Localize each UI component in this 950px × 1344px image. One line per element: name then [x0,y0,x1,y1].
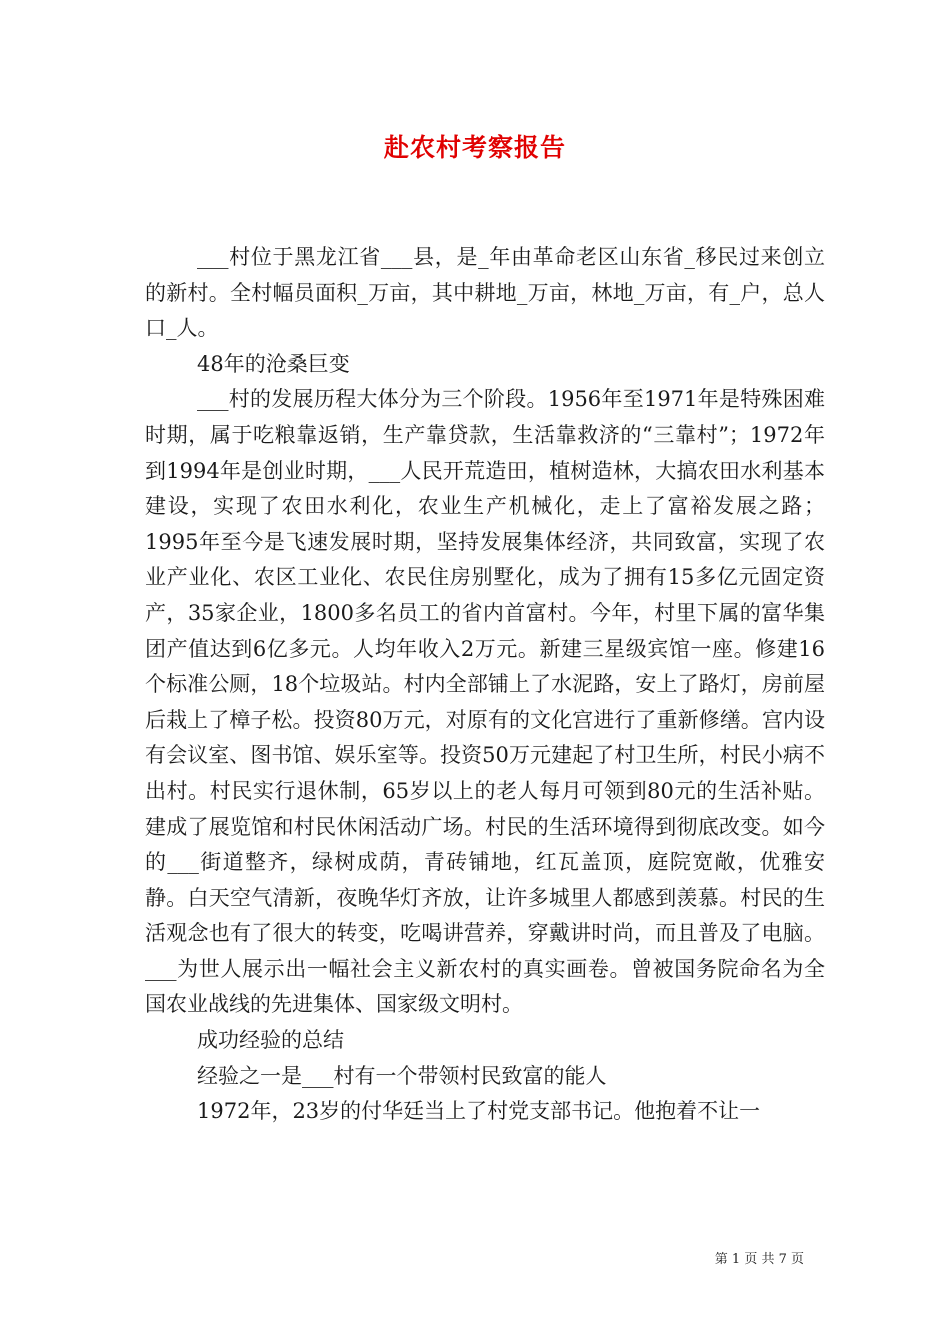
document-title: 赴农村考察报告 [383,133,566,162]
subheading-experience-one: 经验之一是___村有一个带领村民致富的能人 [197,1063,607,1088]
paragraph-leader: 1972年，23岁的付华廷当上了村党支部书记。他抱着不让一 [197,1099,761,1124]
section-heading-changes: 48年的沧桑巨变 [197,351,350,376]
paragraph-development: ___村的发展历程大体分为三个阶段。1956年至1971年是特殊困难时期，属于吃粮靠返销，生产靠贷款，生活靠救济的“三靠村”；1972年到1994年是创业时期，___人民开荒造田，植树造林，大搞农田水利基本建设，实现了农田水利化，农业生产机械化，走上了富裕发展之路；1995年至今是飞速发展时期，坚持发展集体经济，共同致富，实现了农业产业化、农区工业化、农民住房别墅化，成为了拥有15多亿元固定资产，35家企业，1800多名员工的省内首富村。今年，村里下属的富华集团产值达到6亿多元。人均年收入2万元。新建三星级宾馆一座。修建16个标准公厕，18个垃圾站。村内全部铺上了水泥路，安上了路灯，房前屋后栽上了樟子松。投资80万元，对原有的文化宫进行了重新修缮。宫内设有会议室、图书馆、娱乐室等。投资50万元建起了村卫生所，村民小病不出村。村民实行退休制，65岁以上的老人每月可领到80元的生活补贴。建成了展览馆和村民休闲活动广场。村民的生活环境得到彻底改变。如今的___街道整齐，绿树成荫，青砖铺地，红瓦盖顶，庭院宽敞，优雅安静。白天空气清新，夜晚华灯齐放，让许多城里人都感到羡慕。村民的生活观念也有了很大的转变，吃喝讲营养，穿戴讲时尚，而且普及了电脑。___为世人展示出一幅社会主义新农村的真实画卷。曾被国务院命名为全国农业战线的先进集体、国家级文明村。 [145,387,825,1017]
page-number: 第 1 页 共 7 页 [714,1252,804,1267]
section-heading-experience: 成功经验的总结 [197,1028,344,1053]
document-body [145,240,825,1130]
paragraph-intro: ___村位于黑龙江省___县，是_年由革命老区山东省_移民过来创立的新村。全村幅员面积_万亩，其中耕地_万亩，林地_万亩，有_户，总人口_人。 [145,245,825,341]
